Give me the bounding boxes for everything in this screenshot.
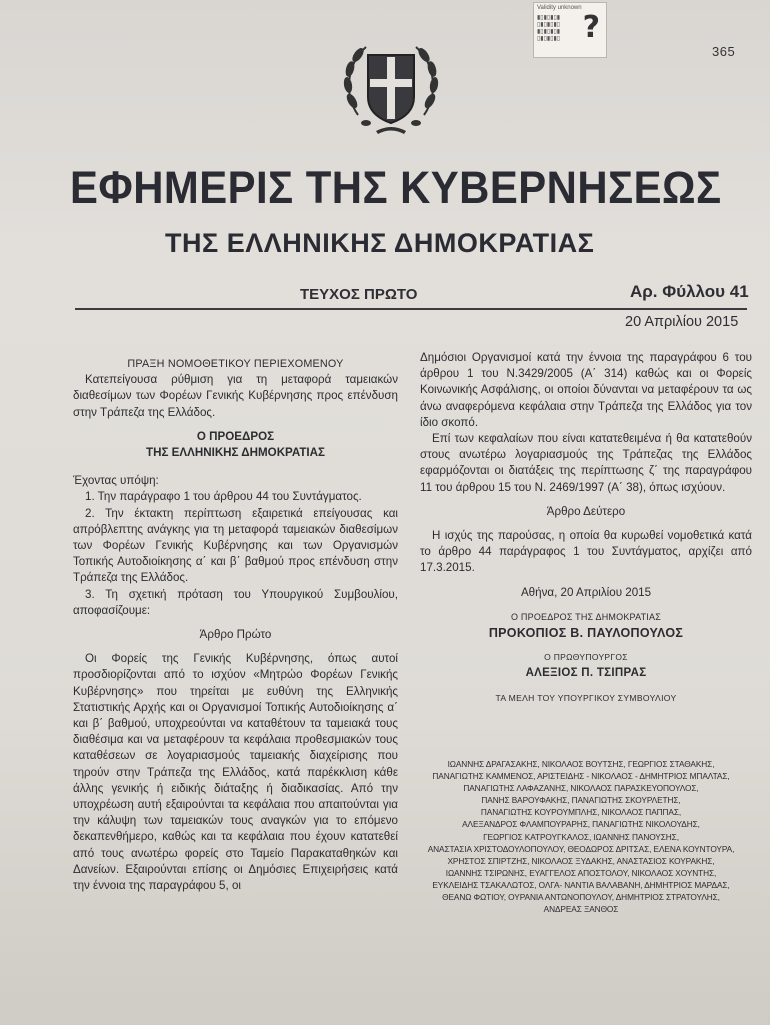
consideration-item-3: 3. Τη σχετική πρόταση του Υπουργικού Συμβουλίου, αποφασίζουμε: <box>73 587 398 617</box>
president-heading-1: Ο ΠΡΟΕΔΡΟΣ <box>196 429 275 443</box>
right-column <box>420 350 752 706</box>
member-line: ΑΛΕΞΑΝΔΡΟΣ ΦΛΑΜΠΟΥΡΑΡΗΣ, ΠΑΝΑΓΙΩΤΗΣ ΝΙΚΟΛΟΥΔΗΣ, <box>462 819 700 830</box>
continuation-text: Δημόσιοι Οργανισμοί κατά την έννοια της παραγράφου 6 του άρθρου 1 του Ν.3429/2005 (Α΄ 314) καθώς και οι Φορείς Κοινωνικής Ασφάλισης, οι οποίοι δύνανται να μεταφέρουν τα ως άνω αναφερόμενα κεφάλαια στην Τράπεζα της Ελλάδος για τον ίδιο σκοπό. <box>420 351 752 429</box>
president-role: Ο ΠΡΟΕΔΡΟΣ ΤΗΣ ΔΗΜΟΚΡΑΤΙΑΣ <box>511 611 661 622</box>
considering-label: Έχοντας υπόψη: <box>73 474 159 488</box>
member-line: ΓΕΩΡΓΙΟΣ ΚΑΤΡΟΥΓΚΑΛΟΣ, ΙΩΑΝΝΗΣ ΠΑΝΟΥΣΗΣ, <box>483 831 679 842</box>
place-date: Αθήνα, 20 Απριλίου 2015 <box>520 585 652 599</box>
member-line: ΠΑΝΑΓΙΩΤΗΣ ΛΑΦΑΖΑΝΗΣ, ΝΙΚΟΛΑΟΣ ΠΑΡΑΣΚΕΥΟΠΟΥΛΟΣ, <box>463 783 699 794</box>
page-number: 365 <box>712 44 736 59</box>
article-2-heading: Άρθρο Δεύτερο <box>546 504 626 518</box>
member-line: ΑΝΔΡΕΑΣ ΞΑΝΘΟΣ <box>543 904 619 915</box>
gazette-subtitle: ΤΗΣ ΕΛΛΗΝΙΚΗΣ ΔΗΜΟΚΡΑΤΙΑΣ <box>165 228 595 258</box>
article-1-text: Οι Φορείς της Γενικής Κυβέρνησης, όπως αυτοί προσδιορίζονται από το ισχύον «Μητρώο Φορέων Γενικής Κυβέρνησης» που τηρείται με ευθύνη της Ελληνικής Στατιστικής Αρχής και οι Οργανισμοί Τοπικής Αυτοδιοίκησης α΄ και β΄ βαθμού, υποχρεούνται να καταθέτουν τα ταμειακά τους διαθέσιμα και να μεταφέρουν τα κεφάλαια προθεσμιακών τους καταθέσεων σε λογαριασμούς ταμειακής διαχείρισης που τηρούν στην Τράπεζα της Ελλάδος, κατά παρέκκλιση κάθε άλλης γενικής ή ειδικής διάταξης ή διαδικασίας. Από την υποχρέωση αυτή εξαιρούνται τα κεφάλαια που απαιτούνται για την κάλυψη των ταμειακών τους αναγκών για το επόμενο δεκαπενθήμερο, καθώς και τα κεφάλαια που έχουν κατατεθεί από τους ανωτέρω φορείς στο Ταμείο Παρακαταθηκών και Δανείων. Εξαιρούνται επίσης οι Δημόσιες Επιχειρήσεις κατά την έννοια της παραγράφου 5, οι <box>73 652 398 893</box>
member-line: ΠΑΝΗΣ ΒΑΡΟΥΦΑΚΗΣ, ΠΑΝΑΓΙΩΤΗΣ ΣΚΟΥΡΛΕΤΗΣ, <box>481 795 681 806</box>
left-column <box>73 356 398 894</box>
pm-name: ΑΛΕΞΙΟΣ Π. ΤΣΙΠΡΑΣ <box>525 667 647 680</box>
header-rule <box>75 308 747 310</box>
cabinet-members-list <box>395 758 767 915</box>
member-line: ΕΥΚΛΕΙΔΗΣ ΤΣΑΚΑΛΩΤΟΣ, ΟΛΓΑ- ΝΑΝΤΙΑ ΒΑΛΑΒΑΝΗ, ΔΗΜΗΤΡΙΟΣ ΜΑΡΔΑΣ, <box>432 879 730 890</box>
consideration-item-2: 2. Την έκτακτη περίπτωση εξαιρετικά επείγουσας και απρόβλεπτης ανάγκης για τη μεταφορά ταμειακών διαθεσίμων των Φορέων Γενικής Κυβέρνησης και των Οργανισμών Τοπικής Αυτοδιοίκησης α΄ και β΄ βαθμού προς επένδυση στην Τράπεζα της Ελλάδος. <box>73 506 398 585</box>
president-heading-2: ΤΗΣ ΕΛΛΗΝΙΚΗΣ ΔΗΜΟΚΡΑΤΙΑΣ <box>146 446 325 460</box>
validity-stamp: Validity unknown ▮▯▮▯▮▯▮ ▯▮▯▮▯▮▯ ▮▯▮▯▮▯▮ ▯▮▯▮▯▮▯ ? <box>533 2 607 58</box>
members-title: ΤΑ ΜΕΛΗ ΤΟΥ ΥΠΟΥΡΓΙΚΟΥ ΣΥΜΒΟΥΛΙΟΥ <box>495 692 677 703</box>
member-line: ΠΑΝΑΓΙΩΤΗΣ ΚΑΜΜΕΝΟΣ, ΑΡΙΣΤΕΙΔΗΣ - ΝΙΚΟΛΑΟΣ - ΔΗΜΗΤΡΙΟΣ ΜΠΑΛΤΑΣ, <box>432 771 730 782</box>
act-type: ΠΡΑΞΗ ΝΟΜΟΘΕΤΙΚΟΥ ΠΕΡΙΕΧΟΜΕΝΟΥ <box>127 358 344 370</box>
member-line: ΙΩΑΝΝΗΣ ΔΡΑΓΑΣΑΚΗΣ, ΝΙΚΟΛΑΟΣ ΒΟΥΤΣΗΣ, ΓΕΩΡΓΙΟΣ ΣΤΑΘΑΚΗΣ, <box>447 759 715 769</box>
member-line: ΧΡΗΣΤΟΣ ΣΠΙΡΤΖΗΣ, ΝΙΚΟΛΑΟΣ ΞΥΔΑΚΗΣ, ΑΝΑΣΤΑΣΙΟΣ ΚΟΥΡΑΚΗΣ, <box>447 855 715 866</box>
member-line: ΑΝΑΣΤΑΣΙΑ ΧΡΙΣΤΟΔΟΥΛΟΠΟΥΛΟΥ, ΘΕΟΔΩΡΟΣ ΔΡΙΤΣΑΣ, ΕΛΕΝΑ ΚΟΥΝΤΟΥΡΑ, <box>427 843 735 854</box>
pm-role: Ο ΠΡΩΘΥΠΟΥΡΓΟΣ <box>544 652 628 663</box>
greek-coat-of-arms-icon <box>338 35 444 140</box>
member-line: ΙΩΑΝΝΗΣ ΤΣΙΡΩΝΗΣ, ΕΥΑΓΓΕΛΟΣ ΑΠΟΣΤΟΛΟΥ, ΝΙΚΟΛΑΟΣ ΧΟΥΝΤΗΣ, <box>445 867 717 878</box>
question-mark-icon: ? <box>582 10 600 45</box>
issue-date: 20 Απριλίου 2015 <box>625 314 739 330</box>
stamp-label: Validity unknown <box>537 5 582 11</box>
member-line: ΘΕΑΝΩ ΦΩΤΙΟΥ, ΟΥΡΑΝΙΑ ΑΝΤΩΝΟΠΟΥΛΟΥ, ΔΗΜΗΤΡΙΟΣ ΣΤΡΑΤΟΥΛΗΣ, <box>442 892 720 903</box>
consideration-item-1: 1. Την παράγραφο 1 του άρθρου 44 του Συντάγματος. <box>85 490 362 504</box>
article-1-heading: Άρθρο Πρώτο <box>199 628 272 642</box>
president-name: ΠΡΟΚΟΠΙΟΣ Β. ΠΑΥΛΟΠΟΥΛΟΣ <box>488 626 684 641</box>
act-subject: Κατεπείγουσα ρύθμιση για τη μεταφορά ταμειακών διαθεσίμων των Φορέων Γενικής Κυβέρνησης προς επένδυση στην Τράπεζα της Ελλάδος. <box>73 373 398 419</box>
gazette-title: ΕΦΗΜΕΡΙΣ ΤΗΣ ΚΥΒΕΡΝΗΣΕΩΣ <box>70 162 722 213</box>
issue-type: ΤΕΥΧΟΣ ΠΡΩΤΟ <box>300 286 418 303</box>
paragraph-2: Επί των κεφαλαίων που είναι κατατεθειμένα ή θα κατατεθούν στους ανωτέρω λογαριασμούς της Τράπεζας της Ελλάδος εφαρμόζονται οι διατάξεις της περίπτωσης ζ΄ της παραγράφου 11 του άρθρου 15 του Ν. 2469/1997 (Α΄ 38), όπως ισχύουν. <box>420 432 752 494</box>
sheet-number: Αρ. Φύλλου 41 <box>630 282 749 301</box>
member-line: ΠΑΝΑΓΙΩΤΗΣ ΚΟΥΡΟΥΜΠΛΗΣ, ΝΙΚΟΛΑΟΣ ΠΑΠΠΑΣ, <box>480 807 682 818</box>
article-2-text: Η ισχύς της παρούσας, η οποία θα κυρωθεί νομοθετικά κατά το άρθρο 44 παράγραφος 1 του Συντάγματος, αρχίζει από 17.3.2015. <box>420 529 752 575</box>
